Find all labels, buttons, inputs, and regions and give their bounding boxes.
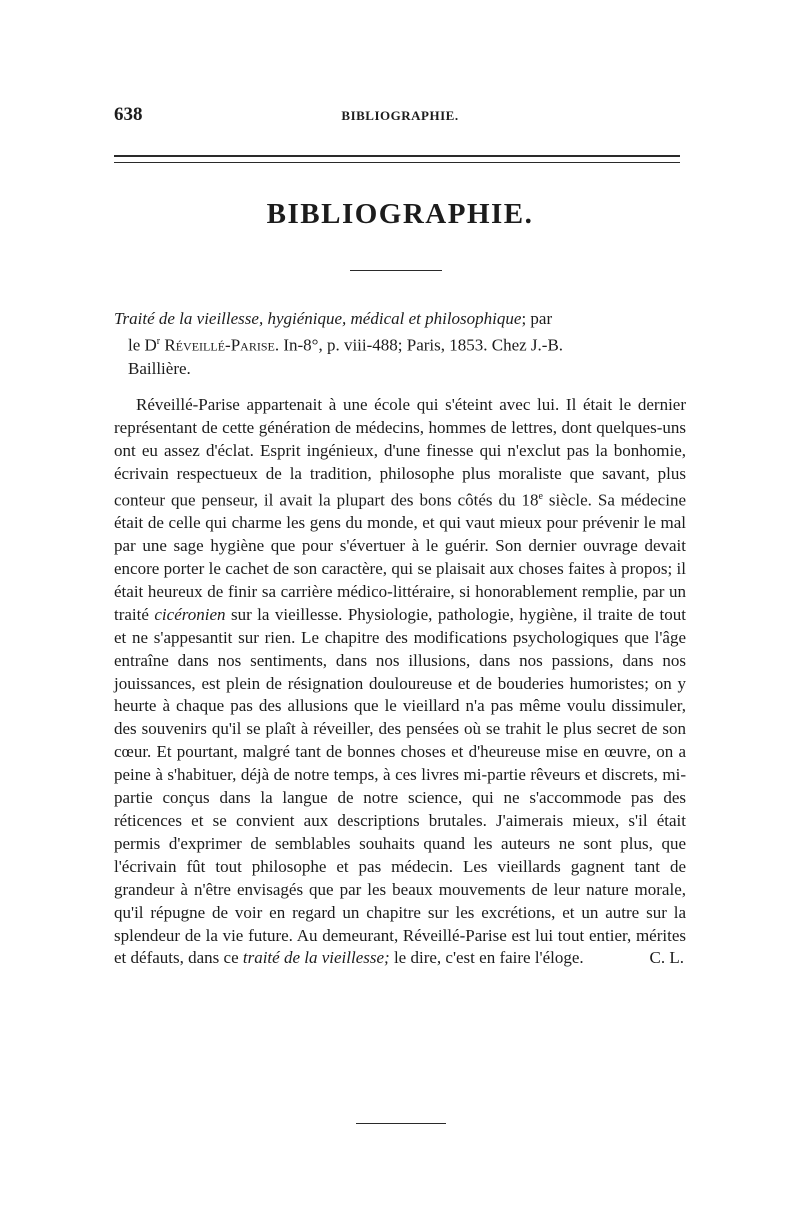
publication-details: In-8°, p. viii-488; Paris, 1853. Chez J.-B. (279, 335, 564, 355)
ciceronian-word: cicéronien (154, 604, 226, 624)
closing-rule (356, 1123, 446, 1124)
review-text-2: siècle. Sa médecine était de celle qui charme les gens du monde, et qui vaut mieux pour prévenir le mal par une sage hygiène que pour s'évertuer à le guérir. Son dernier ouvrage devait encore porter le cachet de son caractère, qui se plaisait aux choses faites à propos; il était heureux de finir sa carrière médico-littéraire, si honorablement remplie, par un traité (114, 490, 686, 624)
closing-title-reference: traité de la vieillesse; (242, 948, 390, 968)
author-name: Réveillé-Parise. (164, 335, 280, 355)
work-title: Traité de la vieillesse, hygiénique, médical et philosophique (114, 309, 522, 328)
header-double-rule (114, 155, 680, 163)
review-paragraph (114, 394, 686, 970)
author-prefix-sup: r (156, 336, 161, 347)
bibliographic-entry (114, 307, 686, 380)
reviewer-signature: C. L. (649, 948, 684, 968)
publisher: Baillière. (128, 358, 191, 378)
entry-continuation (114, 330, 686, 380)
review-text-1: Réveillé-Parise appartenait à une école qui s'éteint avec lui. Il était le dernier représentant de cette génération de médecins, hommes de lettres, dont quelques-uns ont eu assez d'éclat. Esprit ingénieux, d'une finesse qui n'exclut pas la bonhomie, écrivain respectueux de la tradition, philosophe plus moraliste que savant, plus conteur que penseur, il avait la plupart des bons côtés du 18 (114, 395, 686, 510)
title-rule (350, 270, 442, 271)
review-text-4: le dire, c'est en faire l'éloge. (389, 948, 584, 968)
century-superscript: e (538, 490, 543, 502)
running-title: BIBLIOGRAPHIE. (341, 108, 459, 123)
author-prefix: le D (128, 335, 157, 355)
page-number: 638 (114, 104, 143, 125)
entry-separator: ; par (521, 309, 553, 328)
section-title: BIBLIOGRAPHIE. (266, 198, 534, 230)
running-head (114, 104, 686, 128)
review-text-3: sur la vieillesse. Physiologie, pathologie, hygiène, il traite de tout et ne s'appesantit sur rien. Le chapitre des modifications psychologiques que l'âge entraîne dans nos sentiments, dans nos illusions, dans nos passions, dans nos jouissances, est plein de résignation douloureuse et de bouderies humoristes; on y heurte à chaque pas des allusions que le vieillard n'a pas même voulu dissimuler, des souvenirs qu'il se plaît à réveiller, des pensées où se trahit le plus secret de son cœur. Et pourtant, malgré tant de bonnes choses et d'heureuse mise en œuvre, on a peine à s'habituer, déjà de notre temps, à ces livres mi-partie rêveurs et discrets, mi-partie conçus dans la langue de notre science, qui ne s'accommode pas des réticences et se convient aux descriptions brutales. J'aimerais mieux, s'il était permis d'exprimer de semblables souhaits quand les auteurs ne sont plus, que l'écrivain fût tout philosophe et pas médecin. Les vieillards gagnent tant de grandeur à n'être envisagés que par les beaux mouvements de leur nature morale, qu'il répugne de voir en regard un chapitre sur les excrétions, et un autre sur la splendeur de la vie future. Au demeurant, Réveillé-Parise est lui tout entier, mérites et défauts, dans ce (114, 604, 686, 968)
